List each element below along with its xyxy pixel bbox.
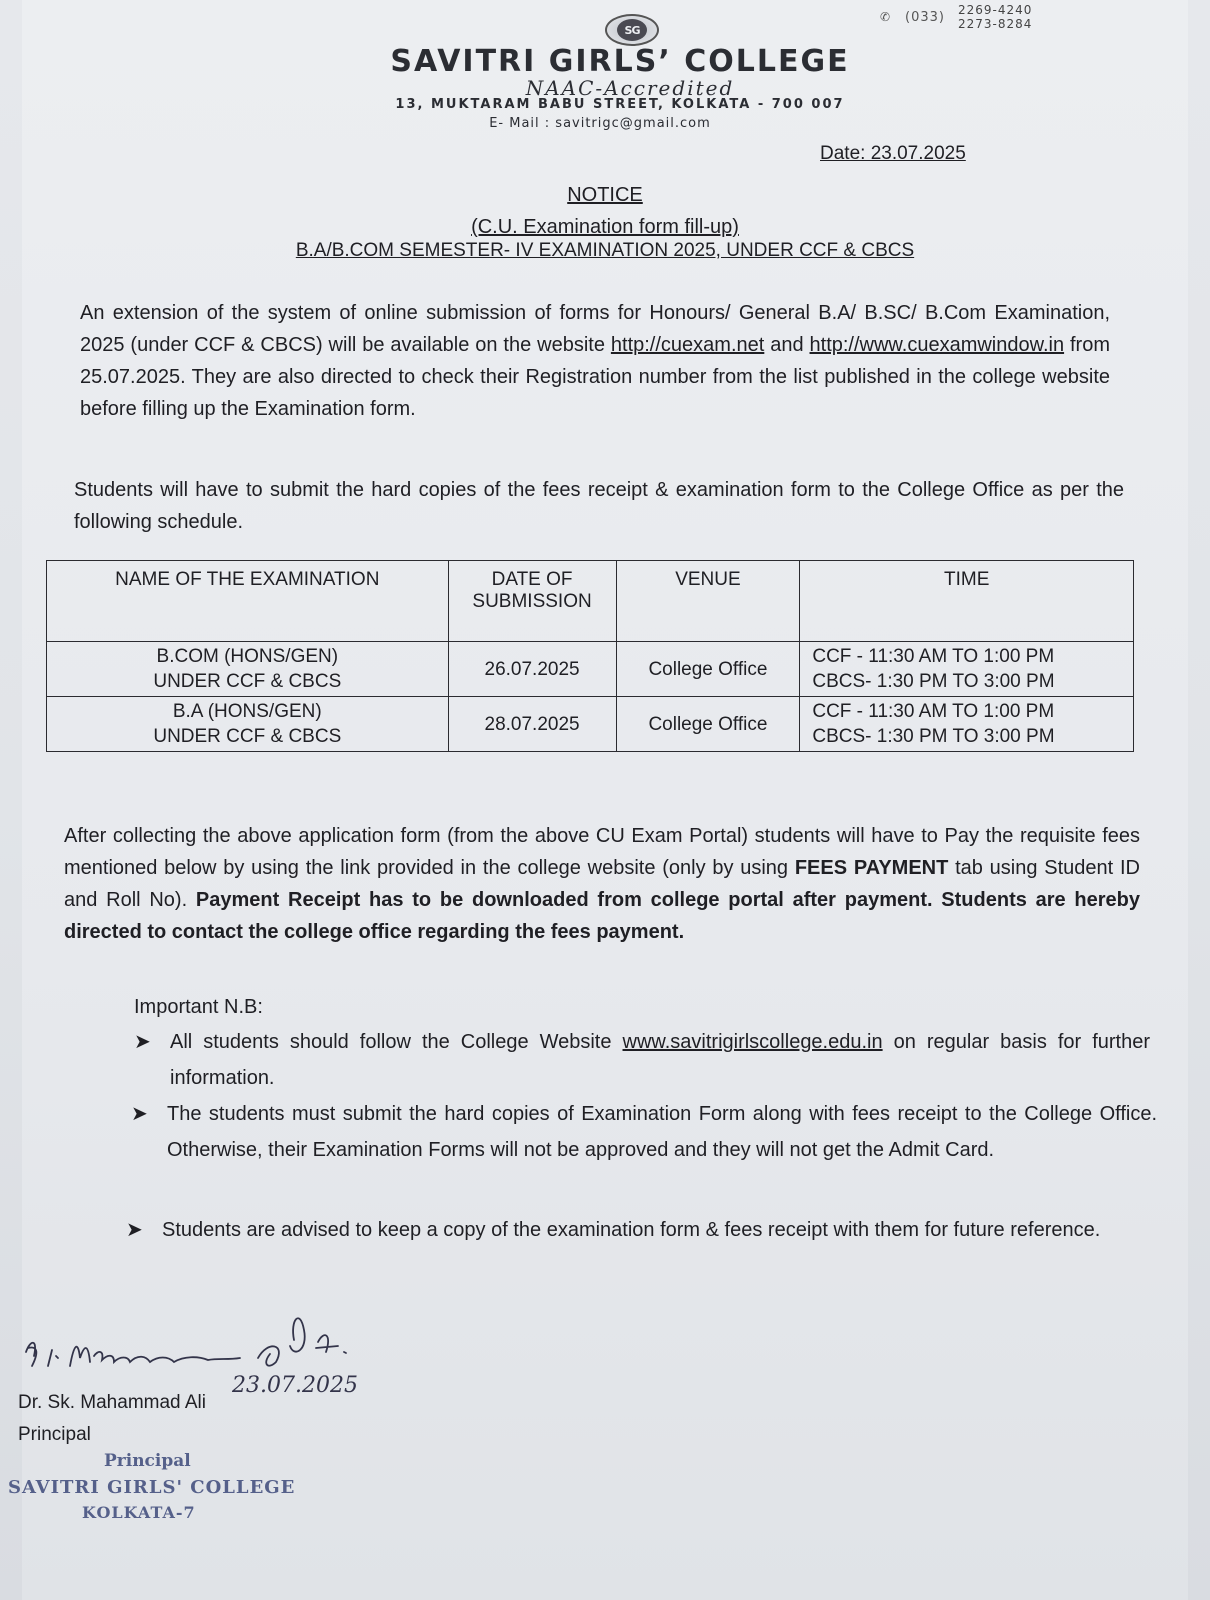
college-name: SAVITRI GIRLS’ COLLEGE: [390, 44, 850, 79]
para3-text-b: tab using Student ID and Roll No).: [64, 857, 1140, 911]
para1-text-c: from 25.07.2025. They are also directed to check their Registration number from the list published in the college website before filling up the Examination form.: [80, 334, 1110, 420]
date-cell: 26.07.2025: [448, 642, 616, 697]
nb-title: Important N.B:: [134, 996, 263, 1018]
exam-name-cell: [47, 642, 449, 697]
nb3-text: Students are advised to keep a copy of the examination form & fees receipt with them for future reference.: [162, 1219, 1101, 1241]
college-logo-emblem: SG: [617, 19, 647, 41]
nb-item-website: [134, 1024, 1150, 1096]
time-cbcs: CBCS- 1:30 PM TO 3:00 PM: [812, 671, 1055, 692]
header-time: TIME: [800, 561, 1134, 642]
signatory-title: Principal: [18, 1424, 91, 1445]
accreditation: NAAC-Accredited: [525, 76, 735, 100]
exam-name-line1: B.A (HONS/GEN): [172, 701, 322, 722]
exam-name-line1: B.COM (HONS/GEN): [156, 646, 339, 667]
link-cuexam[interactable]: http://cuexam.net: [610, 334, 765, 356]
college-address: 13, MUKTARAM BABU STREET, KOLKATA - 700 007: [395, 97, 845, 112]
college-email: E- Mail : savitrigc@gmail.com: [489, 116, 711, 131]
stamp-principal: Principal: [104, 1451, 191, 1471]
paragraph-extension: [80, 297, 1110, 425]
para1-text-a: An extension of the system of online submission of forms for Honours/ General B.A/ B.SC/ B.Com Examination, 2025 (under CCF & CBCS) will be available on the website: [80, 302, 1110, 356]
phone-prefix: (033): [905, 10, 945, 25]
time-ccf: CCF - 11:30 AM TO 1:00 PM: [812, 701, 1055, 722]
arrow-bullet-icon: ➤: [134, 1031, 151, 1053]
header-venue: VENUE: [616, 561, 800, 642]
notice-heading: B.A/B.COM SEMESTER- IV EXAMINATION 2025, UNDER CCF & CBCS: [295, 240, 915, 261]
notice-date: Date: 23.07.2025: [820, 143, 966, 164]
exam-name-line2: UNDER CCF & CBCS: [153, 671, 342, 692]
time-cbcs: CBCS- 1:30 PM TO 3:00 PM: [812, 726, 1055, 747]
stamp-location: KOLKATA-7: [82, 1503, 196, 1522]
header-date: DATE OF SUBMISSION: [448, 561, 616, 642]
venue-cell: College Office: [616, 697, 800, 752]
payment-receipt-instruction: Payment Receipt has to be downloaded from college portal after payment. Students are hereby directed to contact the college office regarding the fees payment.: [64, 889, 1140, 943]
phone-number-1: 2269-4240: [958, 3, 1033, 17]
nb-item-hard-copies: [131, 1096, 1157, 1168]
nb1-text-a: All students should follow the College Website: [170, 1031, 623, 1053]
college-logo: [605, 14, 659, 46]
time-cell: [800, 642, 1134, 697]
exam-name-cell: [47, 697, 449, 752]
stamp-college-name: SAVITRI GIRLS' COLLEGE: [8, 1477, 296, 1498]
time-cell: [800, 697, 1134, 752]
exam-name-line2: UNDER CCF & CBCS: [153, 726, 342, 747]
table-header-row: [47, 561, 1134, 642]
nb-item-keep-copy: [126, 1212, 1162, 1248]
arrow-bullet-icon: ➤: [131, 1103, 148, 1125]
notice-title: NOTICE: [567, 184, 643, 206]
schedule-table: [46, 560, 1134, 752]
table-row: [47, 642, 1134, 697]
date-cell: 28.07.2025: [448, 697, 616, 752]
phone-numbers: [958, 3, 1032, 31]
nb1-text-b: on regular basis for further information.: [170, 1031, 1150, 1089]
header-exam-name: NAME OF THE EXAMINATION: [47, 561, 449, 642]
venue-cell: College Office: [616, 642, 800, 697]
paragraph-schedule-intro: Students will have to submit the hard copies of the fees receipt & examination form to the College Office as per the following schedule.: [74, 479, 1124, 533]
time-ccf: CCF - 11:30 AM TO 1:00 PM: [812, 646, 1055, 667]
signatory-name: Dr. Sk. Mahammad Ali: [18, 1392, 206, 1413]
fees-payment-tab-label: FEES PAYMENT: [794, 857, 949, 879]
table-row: [47, 697, 1134, 752]
para1-text-b: and: [764, 334, 810, 356]
phone-number-2: 2273-8284: [958, 17, 1033, 31]
phone-icon: ✆: [880, 10, 891, 24]
notice-subtitle: (C.U. Examination form fill-up): [471, 216, 739, 238]
arrow-bullet-icon: ➤: [126, 1219, 143, 1241]
link-college-website[interactable]: www.savitrigirlscollege.edu.in: [622, 1031, 883, 1053]
para3-text-a: After collecting the above application form (from the above CU Exam Portal) students will have to Pay the requisite fees mentioned below by using the link provided in the college website (only by using: [64, 825, 1140, 879]
nb2-text: The students must submit the hard copies of Examination Form along with fees receipt to the College Office. Otherwise, their Examination Forms will not be approved and they will not get the Admit Card.: [167, 1103, 1157, 1161]
link-cuexamwindow[interactable]: http://www.cuexamwindow.in: [809, 334, 1065, 356]
paragraph-fees-payment: [64, 820, 1140, 948]
handwritten-date: 23.07.2025: [232, 1373, 358, 1398]
